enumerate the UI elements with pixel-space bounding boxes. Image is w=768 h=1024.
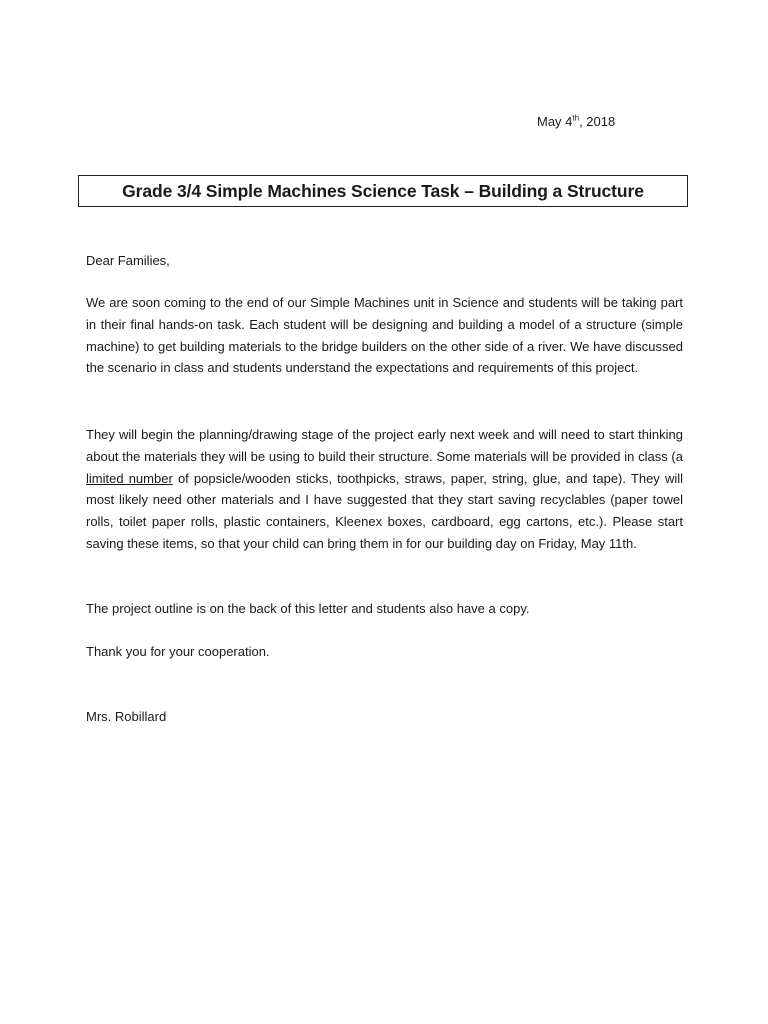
- paragraph-materials: [86, 424, 683, 555]
- limited-number-emphasis: limited number: [86, 470, 173, 486]
- paragraph-thanks: Thank you for your cooperation.: [86, 644, 270, 659]
- letter-title: Grade 3/4 Simple Machines Science Task – Building a Structure: [122, 180, 644, 201]
- paragraph-outline: The project outline is on the back of this letter and students also have a copy.: [86, 601, 530, 616]
- greeting: Dear Families,: [86, 253, 170, 268]
- signature: Mrs. Robillard: [86, 709, 167, 724]
- date-ordinal-suffix: th: [572, 113, 580, 123]
- paragraph-intro: We are soon coming to the end of our Simple Machines unit in Science and students will be taking part in their final hands-on task. Each student will be designing and building a model of a structure (simple machine) to get building materials to the bridge builders on the other side of a river. We have discussed the scenario in class and students understand the expectations and requirements of this project.: [86, 295, 683, 376]
- letter-date: [537, 114, 615, 129]
- paragraph-materials-part1: They will begin the planning/drawing stage of the project early next week and will need to start thinking about the materials they will be using to build their structure. Some materials will be provided in class (a: [86, 427, 683, 464]
- title-box: [78, 175, 688, 207]
- date-month-day: May 4: [537, 114, 573, 129]
- paragraph-materials-part2: of popsicle/wooden sticks, toothpicks, straws, paper, string, glue, and tape). They will most likely need other materials and I have suggested that they start saving recyclables (paper towel rolls, toilet paper rolls, plastic containers, Kleenex boxes, cardboard, egg cartons, etc.). Please start saving these items, so that your child can bring them in for our building day on Friday, May 11th.: [86, 470, 683, 551]
- date-year: , 2018: [579, 114, 616, 129]
